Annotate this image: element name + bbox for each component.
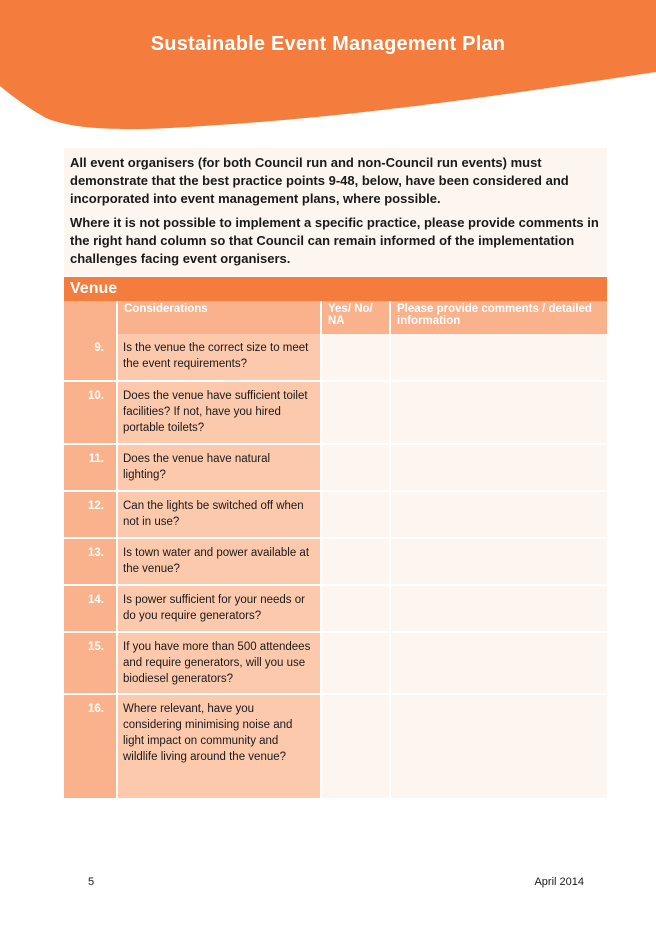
row-number: 11. [64,444,117,491]
table-row [64,444,607,491]
yes-no-cell[interactable] [321,381,390,444]
row-number: 13. [64,538,117,585]
header-banner [0,0,656,140]
section-heading-venue: Venue [64,277,607,301]
row-question: Is power sufficient for your needs or do you require generators? [117,585,321,632]
row-question: Can the lights be switched off when not in use? [117,491,321,538]
row-question: If you have more than 500 attendees and require generators, will you use biodiesel generators? [117,632,321,694]
header-number [64,301,117,334]
yes-no-cell[interactable] [321,444,390,491]
comment-cell[interactable] [390,538,607,585]
comment-cell[interactable] [390,585,607,632]
intro-paragraph-1: All event organisers (for both Council run and non-Council run events) must demonstrate that the best practice points 9-48, below, have been considered and incorporated into event management plans, where possible. [70,155,569,206]
table-row [64,491,607,538]
row-question: Where relevant, have you considering minimising noise and light impact on community and wildlife living around the venue? [117,694,321,799]
comment-cell[interactable] [390,694,607,799]
row-number: 15. [64,632,117,694]
row-number: 16. [64,694,117,799]
row-number: 14. [64,585,117,632]
row-question: Is town water and power available at the venue? [117,538,321,585]
comment-cell[interactable] [390,334,607,381]
table-row [64,334,607,381]
row-question: Does the venue have sufficient toilet facilities? If not, have you hired portable toilets? [117,381,321,444]
header-yes-no: Yes/ No/ NA [321,301,390,334]
table-header-row [64,301,607,334]
row-number: 10. [64,381,117,444]
row-question: Does the venue have natural lighting? [117,444,321,491]
table-row [64,632,607,694]
row-number: 12. [64,491,117,538]
page-number: 5 [88,876,95,888]
footer-date: April 2014 [534,876,584,888]
yes-no-cell[interactable] [321,538,390,585]
intro-box [64,148,607,276]
table-row [64,538,607,585]
comment-cell[interactable] [390,444,607,491]
page-title: Sustainable Event Management Plan [150,33,506,55]
yes-no-cell[interactable] [321,694,390,799]
header-considerations: Considerations [117,301,321,334]
yes-no-cell[interactable] [321,632,390,694]
comment-cell[interactable] [390,381,607,444]
row-number: 9. [64,334,117,381]
comment-cell[interactable] [390,632,607,694]
table-row [64,381,607,444]
intro-paragraph-2: Where it is not possible to implement a specific practice, please provide comments in the right hand column so that Council can remain informed of the implementation challenges facing event organisers. [70,215,599,266]
comment-cell[interactable] [390,491,607,538]
venue-table [64,301,607,800]
table-row [64,585,607,632]
yes-no-cell[interactable] [321,334,390,381]
header-comments: Please provide comments / detailed information [390,301,607,334]
table-row [64,694,607,799]
yes-no-cell[interactable] [321,585,390,632]
row-question: Is the venue the correct size to meet the event requirements? [117,334,321,381]
yes-no-cell[interactable] [321,491,390,538]
